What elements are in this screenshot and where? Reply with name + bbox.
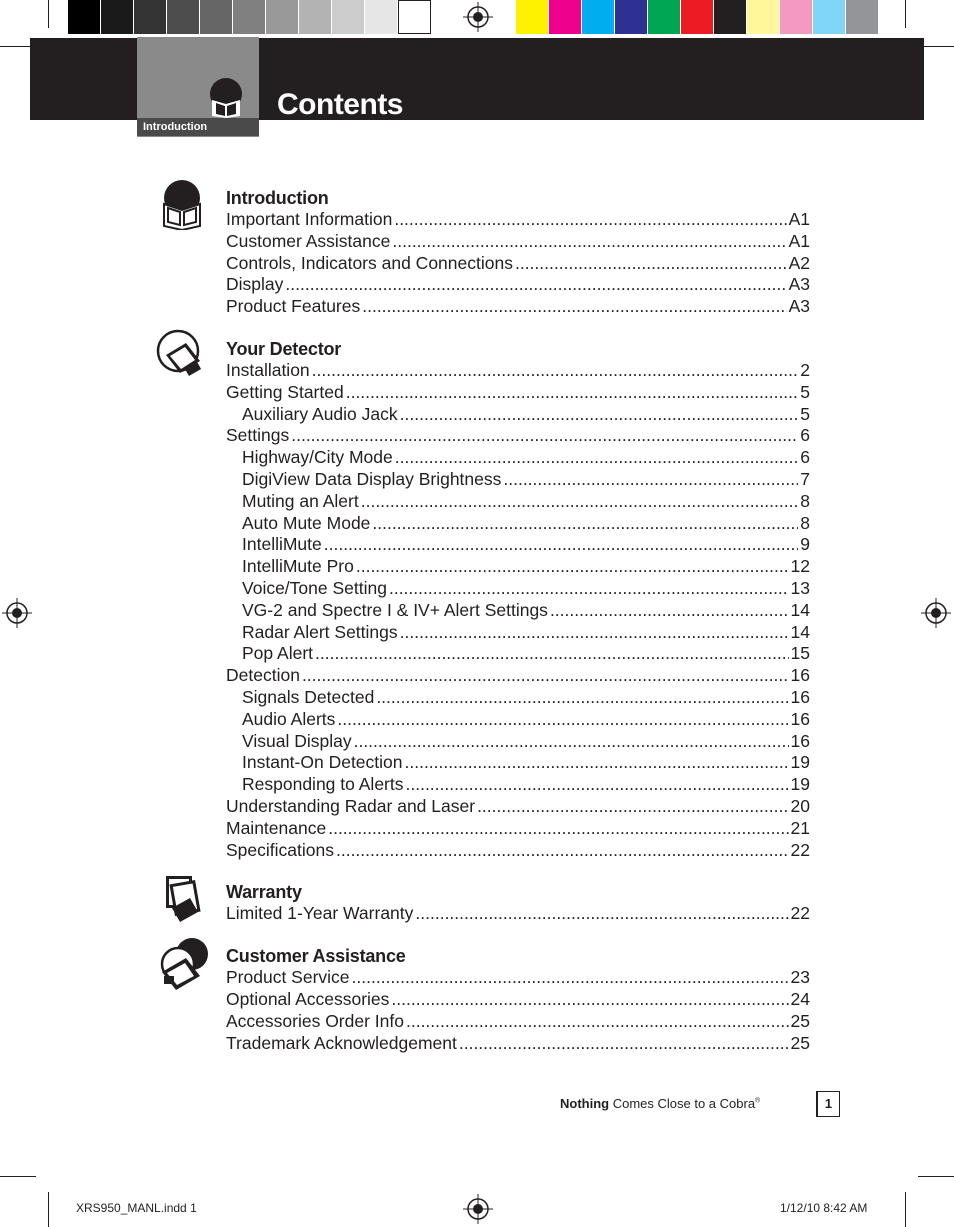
toc-entry-page: 2	[800, 359, 810, 380]
toc-entry-label: Product Features	[226, 296, 361, 317]
toc-entry-page: 16	[790, 708, 810, 729]
toc-entry[interactable]	[226, 404, 810, 426]
book-icon	[156, 178, 208, 235]
dot-leader	[312, 360, 799, 382]
dot-leader	[406, 1011, 789, 1033]
color-swatch	[846, 0, 879, 34]
customer-assistance-icon	[156, 936, 212, 997]
toc-entry[interactable]	[226, 796, 810, 818]
toc-entry-label: Product Service	[226, 967, 350, 988]
toc-section	[226, 188, 810, 318]
toc-section-title: Introduction	[226, 188, 329, 208]
registered-mark: ®	[755, 1097, 761, 1105]
dot-leader	[328, 818, 788, 840]
toc-entry-page: 21	[790, 817, 810, 838]
book-icon	[204, 78, 248, 118]
toc-entry[interactable]	[226, 513, 810, 535]
slug-timestamp: 1/12/10 8:42 AM	[780, 1201, 868, 1215]
toc-entry-page: 6	[800, 447, 810, 468]
toc-entry-label: Important Information	[226, 209, 393, 229]
toc-entry[interactable]	[226, 1011, 810, 1033]
registration-mark-top-icon	[463, 2, 493, 32]
dot-leader	[394, 209, 786, 231]
toc-entry[interactable]	[226, 643, 810, 665]
toc-entry[interactable]	[226, 731, 810, 753]
toc-entry-label: Trademark Acknowledgement	[226, 1032, 457, 1053]
toc-entry-label: Responding to Alerts	[242, 774, 404, 795]
dot-leader	[515, 253, 787, 275]
crop-mark	[905, 1192, 906, 1227]
toc-entry-page: A1	[788, 209, 810, 229]
grayscale-swatches	[68, 0, 431, 34]
toc-entry-label: Radar Alert Settings	[242, 621, 398, 642]
dot-leader	[477, 796, 788, 818]
toc-section-title: Warranty	[226, 882, 302, 903]
toc-section	[226, 339, 810, 861]
color-swatch	[813, 0, 846, 34]
toc-entry-page: A1	[788, 230, 810, 251]
color-swatch	[233, 0, 266, 34]
tagline-rest: Comes Close to a Cobra	[609, 1096, 756, 1111]
toc-entry[interactable]	[226, 578, 810, 600]
toc-entry[interactable]	[226, 752, 810, 774]
crop-mark	[48, 0, 49, 28]
toc-entry-label: Detection	[226, 665, 300, 686]
dot-leader	[405, 752, 789, 774]
toc-entry-page: A2	[788, 252, 810, 273]
toc-entry-page: 25	[790, 1032, 810, 1053]
dot-leader	[406, 774, 789, 796]
toc-entry-page: 22	[790, 903, 810, 924]
toc-entry[interactable]	[226, 296, 810, 318]
toc-entry[interactable]	[226, 491, 810, 513]
dot-leader	[372, 513, 798, 535]
toc-entry-page: 7	[800, 468, 810, 489]
toc-entry-page: 22	[790, 839, 810, 860]
toc-entry-label: Display	[226, 274, 284, 295]
crop-mark	[905, 0, 906, 28]
toc-entry-label: Muting an Alert	[242, 490, 359, 511]
toc-entry-page: 14	[790, 621, 810, 642]
toc-entry-page: A3	[788, 296, 810, 317]
color-swatch	[714, 0, 747, 34]
toc-entry-label: IntelliMute Pro	[242, 556, 354, 577]
toc-entry-page: 23	[790, 967, 810, 988]
color-swatch	[101, 0, 134, 34]
toc-entry-page: 13	[790, 577, 810, 598]
toc-entry[interactable]	[226, 967, 810, 989]
color-swatch	[615, 0, 648, 34]
dot-leader	[302, 665, 789, 687]
page-title: Contents	[277, 88, 403, 121]
color-swatch	[167, 0, 200, 34]
toc-entry-page: 16	[790, 665, 810, 686]
color-swatch	[648, 0, 681, 34]
dot-leader	[361, 491, 799, 513]
dot-leader	[389, 578, 789, 600]
dot-leader	[315, 643, 789, 665]
toc-entry-page: 5	[800, 403, 810, 424]
slug-filename: XRS950_MANL.indd 1	[76, 1201, 197, 1215]
toc-entry-label: Highway/City Mode	[242, 447, 393, 468]
toc-entry[interactable]	[226, 1033, 810, 1055]
toc-entry-page: 20	[790, 795, 810, 816]
toc-entry[interactable]	[226, 600, 810, 622]
color-swatch	[549, 0, 582, 34]
toc-entry-label: DigiView Data Display Brightness	[242, 468, 502, 489]
toc-entry-label: Signals Detected	[242, 686, 375, 707]
toc-entry[interactable]	[226, 903, 810, 925]
toc-entry[interactable]	[226, 209, 810, 231]
color-swatch	[68, 0, 101, 34]
toc-entry[interactable]	[226, 360, 810, 382]
toc-entry-page: 6	[800, 425, 810, 446]
dot-leader	[291, 425, 798, 447]
toc-entry-page: 19	[790, 774, 810, 795]
crop-mark	[48, 1192, 49, 1227]
dot-leader	[395, 447, 799, 469]
toc-entry[interactable]	[226, 989, 810, 1011]
warranty-icon	[156, 872, 208, 929]
color-swatch	[747, 0, 780, 34]
toc-entry-page: 5	[800, 381, 810, 402]
toc-entry-label: Maintenance	[226, 817, 327, 838]
toc-section-title: Your Detector	[226, 338, 342, 359]
toc-entry-label: Visual Display	[242, 730, 352, 751]
toc-entry-label: Voice/Tone Setting	[242, 577, 387, 598]
dot-leader	[336, 840, 789, 862]
toc-entry-label: Customer Assistance	[226, 230, 391, 251]
toc-entry[interactable]	[226, 469, 810, 491]
color-swatch	[516, 0, 549, 34]
toc-entry[interactable]	[226, 818, 810, 840]
dot-leader	[362, 296, 786, 318]
dot-leader	[415, 903, 788, 925]
table-of-contents	[226, 188, 810, 1075]
tagline-bold: Nothing	[560, 1096, 610, 1111]
toc-entry[interactable]	[226, 556, 810, 578]
toc-entry[interactable]	[226, 709, 810, 731]
toc-entry-label: Installation	[226, 359, 310, 380]
toc-entry-page: 16	[790, 730, 810, 751]
dot-leader	[346, 382, 799, 404]
color-swatch	[398, 0, 431, 34]
dot-leader	[400, 622, 789, 644]
dot-leader	[391, 989, 788, 1011]
toc-entry[interactable]	[226, 622, 810, 644]
crop-mark	[918, 1176, 954, 1177]
toc-section-title: Customer Assistance	[226, 946, 406, 967]
toc-entry-label: Optional Accessories	[226, 988, 390, 1009]
toc-entry-label: Auto Mute Mode	[242, 512, 371, 533]
registration-mark-right-icon	[921, 598, 951, 628]
toc-entry[interactable]	[226, 534, 810, 556]
section-tab-label: Introduction	[137, 118, 259, 136]
toc-entry[interactable]	[226, 665, 810, 687]
registration-mark-left-icon	[2, 598, 32, 628]
toc-entry[interactable]	[226, 253, 810, 275]
detector-icon	[156, 329, 208, 386]
toc-entry-page: A3	[788, 274, 810, 295]
toc-entry-page: 8	[800, 490, 810, 511]
toc-entry-label: Controls, Indicators and Connections	[226, 252, 513, 273]
toc-entry[interactable]	[226, 274, 810, 296]
toc-entry-label: Getting Started	[226, 381, 344, 402]
dot-leader	[503, 469, 798, 491]
dot-leader	[337, 709, 788, 731]
toc-entry-label: Pop Alert	[242, 643, 314, 664]
dot-leader	[376, 687, 788, 709]
dot-leader	[550, 600, 789, 622]
toc-entry-page: 24	[790, 988, 810, 1009]
toc-entry-label: Specifications	[226, 839, 334, 860]
dot-leader	[354, 731, 789, 753]
toc-entry-label: Settings	[226, 425, 290, 446]
toc-entry-page: 12	[790, 556, 810, 577]
color-swatch	[681, 0, 714, 34]
toc-entry[interactable]	[226, 447, 810, 469]
color-swatch	[582, 0, 615, 34]
toc-entry-page: 15	[790, 643, 810, 664]
toc-entry-page: 14	[790, 599, 810, 620]
dot-leader	[400, 404, 799, 426]
toc-entry[interactable]	[226, 231, 810, 253]
toc-entry-label: VG-2 and Spectre I & IV+ Alert Settings	[242, 599, 548, 620]
color-swatch	[332, 0, 365, 34]
toc-entry[interactable]	[226, 382, 810, 404]
toc-entry[interactable]	[226, 840, 810, 862]
color-swatch	[200, 0, 233, 34]
dot-leader	[352, 967, 789, 989]
color-swatch	[266, 0, 299, 34]
toc-entry-page: 25	[790, 1010, 810, 1031]
toc-section	[226, 946, 810, 1054]
dot-leader	[285, 274, 786, 296]
crop-mark	[0, 1176, 36, 1177]
dot-leader	[392, 231, 786, 253]
color-swatch	[780, 0, 813, 34]
toc-entry-page: 19	[790, 752, 810, 773]
dot-leader	[356, 556, 789, 578]
toc-entry-label: Instant-On Detection	[242, 752, 403, 773]
color-swatch	[365, 0, 398, 34]
footer-tagline	[560, 1096, 760, 1111]
color-swatch	[299, 0, 332, 34]
toc-section	[226, 882, 810, 925]
toc-entry[interactable]	[226, 687, 810, 709]
toc-entry-page: 9	[800, 534, 810, 555]
dot-leader	[459, 1033, 789, 1055]
toc-entry[interactable]	[226, 425, 810, 447]
dot-leader	[324, 534, 799, 556]
color-swatch	[134, 0, 167, 34]
toc-entry-label: Auxiliary Audio Jack	[242, 403, 398, 424]
color-swatches	[516, 0, 879, 34]
toc-entry-page: 16	[790, 686, 810, 707]
toc-entry-page: 8	[800, 512, 810, 533]
toc-entry[interactable]	[226, 774, 810, 796]
toc-entry-label: Audio Alerts	[242, 708, 336, 729]
toc-entry-label: Accessories Order Info	[226, 1010, 404, 1031]
toc-entry-label: Understanding Radar and Laser	[226, 795, 476, 816]
toc-entry-label: IntelliMute	[242, 534, 322, 555]
page-number: 1	[816, 1091, 840, 1117]
toc-entry-label: Limited 1-Year Warranty	[226, 903, 414, 924]
registration-mark-bottom-icon	[463, 1194, 493, 1224]
